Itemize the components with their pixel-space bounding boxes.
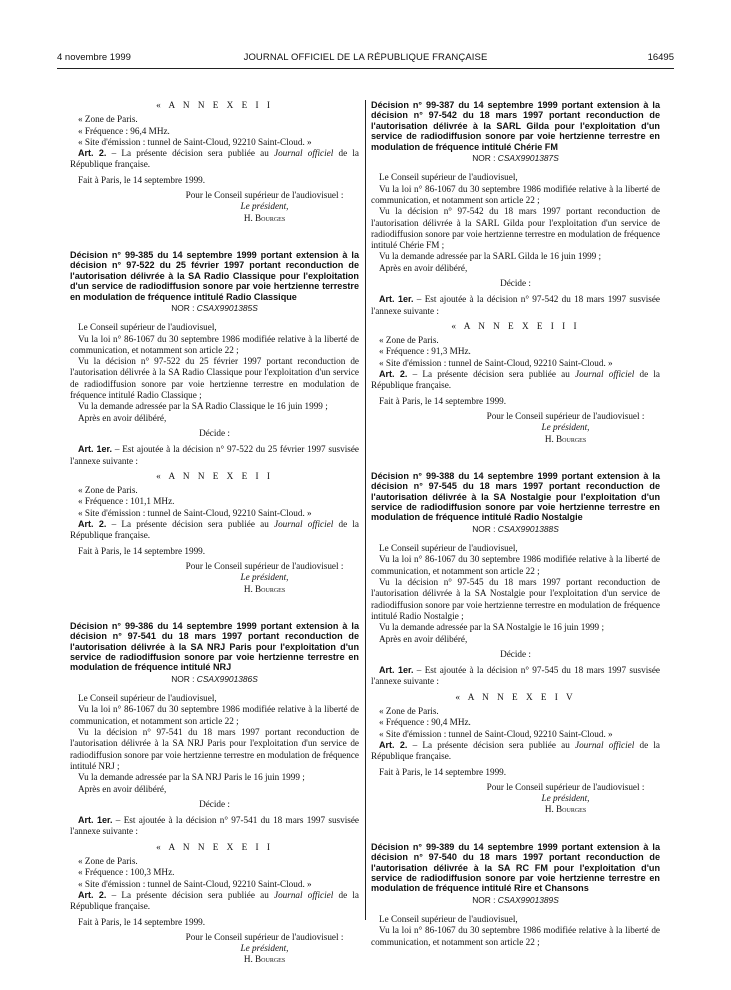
nor-reference: NOR : CSAX9901386S — [171, 673, 258, 684]
annexe-frequency: « Fréquence : 101,1 MHz. — [78, 496, 175, 507]
decide-heading: Décide : — [199, 798, 230, 809]
signature-name: H. Bourges — [544, 433, 587, 444]
preamble-line: Le Conseil supérieur de l'audiovisuel, — [78, 322, 217, 333]
article-1: Art. 1er. – Est ajoutée à la décision n° 97-541 du 18 mars 1997 susvisée l'annexe suivante : — [70, 815, 359, 837]
preamble-line: Le Conseil supérieur de l'audiovisuel, — [379, 914, 518, 925]
visa-line: Vu la loi n° 86-1067 du 30 septembre 1986 modifiée relative à la liberté de communication, et notamment son article 22 ; — [70, 333, 359, 355]
annexe-frequency: « Fréquence : 90,4 MHz. — [379, 717, 471, 728]
decision-99-388 — [371, 471, 660, 816]
annexe-heading: « A N N E X E I V — [455, 691, 576, 702]
signature-block — [371, 411, 660, 445]
signature-line-1: Pour le Conseil supérieur de l'audiovisuel : — [185, 931, 344, 942]
annexe-frequency: « Fréquence : 100,3 MHz. — [78, 867, 175, 878]
deliberation-line: Après en avoir délibéré, — [379, 633, 468, 644]
decide-heading: Décide : — [500, 648, 531, 659]
decide-heading: Décide : — [500, 278, 531, 288]
visa-line: Vu la décision n° 97-522 du 25 février 1997 portant reconduction de l'autorisation délivrée à la SA Radio Classique pour l'exploitation d'un service de radiodiffusion sonore par voie hertzienne terrestre en modulation de fréquence intitulé Radio Classique ; — [70, 356, 359, 401]
visa-line: Vu la loi n° 86-1067 du 30 septembre 1986 modifiée relative à la liberté de communication, et notamment son article 22 ; — [371, 183, 660, 205]
fait-line: Fait à Paris, le 14 septembre 1999. — [78, 916, 206, 927]
signature-line-2: Le président, — [541, 793, 590, 804]
visa-line: Vu la décision n° 97-545 du 18 mars 1997 portant reconduction de l'autorisation délivrée à la SA Nostalgie pour l'exploitation d'un service de radiodiffusion sonore par voie hertzienne terrestre en modulation de fréquence intitulé Radio Nostalgie ; — [371, 577, 660, 621]
annexe-heading: « A N N E X E I I — [156, 841, 273, 852]
article-2: Art. 2. – La présente décision sera publiée au Journal officiel de la République française. — [70, 889, 359, 912]
decision-title: Décision n° 99-387 du 14 septembre 1999 portant extension à la décision n° 97-542 du 18 mars 1997 portant reconduction de l'autorisation délivrée à la SARL Gilda pour l'exploitation d'un service de radiodiffusion sonore par voie hertzienne terrestre en modulation de fréquence intitulé Chérie FM — [371, 100, 660, 152]
visa-line: Vu la loi n° 86-1067 du 30 septembre 1986 modifiée relative à la liberté de communication, et notamment son article 22 ; — [371, 554, 660, 576]
deliberation-line: Après en avoir délibéré, — [78, 783, 167, 794]
visa-line: Vu la demande adressée par la SA NRJ Paris le 16 juin 1999 ; — [78, 772, 305, 783]
decision-title: Décision n° 99-388 du 14 septembre 1999 portant extension à la décision n° 97-545 du 18 mars 1997 portant reconduction de l'autorisation délivrée à la SA Nostalgie pour l'exploitation d'un service de radiodiffusion sonore par voie hertzienne terrestre en modulation de fréquence intitulé Radio Nostalgie — [371, 470, 660, 523]
signature-line-1: Pour le Conseil supérieur de l'audiovisuel : — [185, 190, 344, 201]
decision-title: Décision n° 99-389 du 14 septembre 1999 portant extension à la décision n° 97-540 du 18 mars 1997 portant reconduction de l'autorisation délivrée à la SA RC FM pour l'exploitation d'un service de radiodiffusion sonore par voie hertzienne terrestre en modulation de fréquence intitulé Rire et Chansons — [371, 841, 660, 894]
fait-line: Fait à Paris, le 14 septembre 1999. — [379, 766, 507, 777]
preamble-line: Le Conseil supérieur de l'audiovisuel, — [78, 693, 217, 704]
annexe-zone: « Zone de Paris. — [78, 114, 138, 125]
annexe-site: « Site d'émission : tunnel de Saint-Cloud, 92210 Saint-Cloud. » — [78, 136, 312, 147]
article-2-label: Art. 2. — [78, 148, 107, 159]
decision-title: Décision n° 99-386 du 14 septembre 1999 portant extension à la décision n° 97-541 du 18 mars 1997 portant reconduction de l'autorisation délivrée à la SA NRJ Paris pour l'exploitation d'un service de radiodiffusion sonore par voie hertzienne terrestre en modulation de fréquence intitulé NRJ — [70, 620, 359, 673]
signature-line-1: Pour le Conseil supérieur de l'audiovisuel : — [486, 781, 645, 792]
article-2: Art. 2. – La présente décision sera publiée au Journal officiel de la République française. — [371, 739, 660, 762]
visa-line: Vu la décision n° 97-541 du 18 mars 1997 portant reconduction de l'autorisation délivrée à la SA NRJ Paris pour l'exploitation d'un service de radiodiffusion sonore par voie hertzienne terrestre en modulation de fréquence intitulé NRJ ; — [70, 727, 359, 771]
decide-heading: Décide : — [199, 427, 230, 438]
annexe-frequency: « Fréquence : 96,4 MHz. — [78, 125, 170, 136]
annexe-site: « Site d'émission : tunnel de Saint-Cloud, 92210 Saint-Cloud. » — [379, 357, 613, 368]
signature-line-2: Le président, — [541, 422, 590, 433]
article-1: Art. 1er. – Est ajoutée à la décision n° 97-522 du 25 février 1997 susvisée l'annexe suivante : — [70, 444, 359, 466]
signature-line-1: Pour le Conseil supérieur de l'audiovisuel : — [486, 410, 645, 421]
nor-reference: NOR : CSAX9901385S — [171, 303, 258, 313]
visa-line: Vu la demande adressée par la SA Radio Classique le 16 juin 1999 ; — [78, 401, 328, 412]
article-1: Art. 1er. – Est ajoutée à la décision n° 97-542 du 18 mars 1997 susvisée l'annexe suivante : — [371, 294, 660, 316]
annexe-zone: « Zone de Paris. — [78, 485, 138, 496]
visa-line: Vu la demande adressée par la SA Nostalgie le 16 juin 1999 ; — [379, 622, 604, 633]
article-1: Art. 1er. – Est ajoutée à la décision n° 97-545 du 18 mars 1997 susvisée l'annexe suivante : — [371, 665, 660, 687]
annex-block-top — [70, 100, 359, 224]
signature-block — [371, 782, 660, 816]
visa-line: Vu la loi n° 86-1067 du 30 septembre 1986 modifiée relative à la liberté de communication, et notamment son article 22 ; — [371, 925, 660, 947]
fait-line: Fait à Paris, le 14 septembre 1999. — [78, 174, 206, 185]
page-header — [57, 52, 674, 66]
visa-line: Vu la loi n° 86-1067 du 30 septembre 1986 modifiée relative à la liberté de communication, et notamment son article 22 ; — [70, 704, 359, 726]
preamble-line: Le Conseil supérieur de l'audiovisuel, — [379, 543, 518, 554]
decision-99-387 — [371, 100, 660, 445]
annexe-zone: « Zone de Paris. — [379, 335, 439, 346]
annexe-heading: « A N N E X E I I — [156, 470, 273, 481]
decision-title: Décision n° 99-385 du 14 septembre 1999 portant extension à la décision n° 97-522 du 25 février 1997 portant reconduction de l'autorisation délivrée à la SA Radio Classique pour l'exploitation d'un service de radiodiffusion sonore par voie hertzienne terrestre en modulation de fréquence intitulé Radio Classique — [70, 249, 359, 302]
signature-line-2: Le président, — [240, 201, 289, 212]
annexe-frequency: « Fréquence : 91,3 MHz. — [379, 346, 471, 357]
signature-name: H. Bourges — [544, 804, 587, 815]
visa-line: Vu la demande adressée par la SARL Gilda le 16 juin 1999 ; — [379, 251, 602, 262]
decision-99-385 — [70, 250, 359, 595]
column-divider — [365, 100, 366, 920]
annexe-zone: « Zone de Paris. — [379, 706, 439, 717]
signature-block — [70, 561, 359, 595]
signature-name: H. Bourges — [243, 583, 286, 594]
deliberation-line: Après en avoir délibéré, — [379, 262, 468, 273]
article-2: Art. 2. – La présente décision sera publiée au Journal officiel de la République française. — [70, 519, 359, 541]
signature-line-2: Le président, — [240, 943, 289, 954]
decision-99-386 — [70, 621, 359, 966]
annexe-site: « Site d'émission : tunnel de Saint-Cloud, 92210 Saint-Cloud. » — [78, 878, 312, 889]
fait-line: Fait à Paris, le 14 septembre 1999. — [379, 395, 507, 406]
header-page-number: 16495 — [647, 52, 674, 63]
annexe-site: « Site d'émission : tunnel de Saint-Cloud, 92210 Saint-Cloud. » — [379, 728, 613, 739]
nor-reference: NOR : CSAX9901388S — [472, 523, 559, 534]
header-rule — [57, 68, 674, 69]
header-date: 4 novembre 1999 — [57, 52, 131, 63]
article-2: Art. 2. – La présente décision sera publiée au Journal officiel de la République française. — [371, 369, 660, 391]
annexe-heading: « A N N E X E I I I — [451, 320, 580, 331]
right-column — [371, 100, 660, 948]
nor-reference: NOR : CSAX9901389S — [472, 894, 559, 905]
deliberation-line: Après en avoir délibéré, — [78, 412, 167, 423]
left-column — [70, 100, 359, 966]
nor-reference: NOR : CSAX9901387S — [472, 153, 559, 164]
visa-line: Vu la décision n° 97-542 du 18 mars 1997 portant reconduction de l'autorisation délivrée à la SARL Gilda pour l'exploitation d'un service de radiodiffusion sonore par voie hertzienne terrestre en modulation de fréquence intitulé Chérie FM ; — [371, 206, 660, 251]
header-journal-title: JOURNAL OFFICIEL DE LA RÉPUBLIQUE FRANÇAISE — [243, 52, 488, 63]
decision-99-389 — [371, 842, 660, 948]
preamble-line: Le Conseil supérieur de l'audiovisuel, — [379, 172, 518, 183]
signature-line-2: Le président, — [240, 572, 289, 583]
annexe-zone: « Zone de Paris. — [78, 856, 138, 867]
signature-block — [70, 932, 359, 966]
article-2: Art. 2. – La présente décision sera publiée au Journal officiel de la République française. — [70, 148, 359, 170]
annexe-site: « Site d'émission : tunnel de Saint-Cloud, 92210 Saint-Cloud. » — [78, 507, 312, 518]
fait-line: Fait à Paris, le 14 septembre 1999. — [78, 545, 206, 556]
signature-line-1: Pour le Conseil supérieur de l'audiovisuel : — [185, 560, 344, 571]
signature-name: H. Bourges — [243, 954, 286, 965]
annexe-heading: « A N N E X E I I — [156, 100, 273, 110]
signature-name: H. Bourges — [243, 212, 286, 223]
signature-block — [70, 190, 359, 224]
